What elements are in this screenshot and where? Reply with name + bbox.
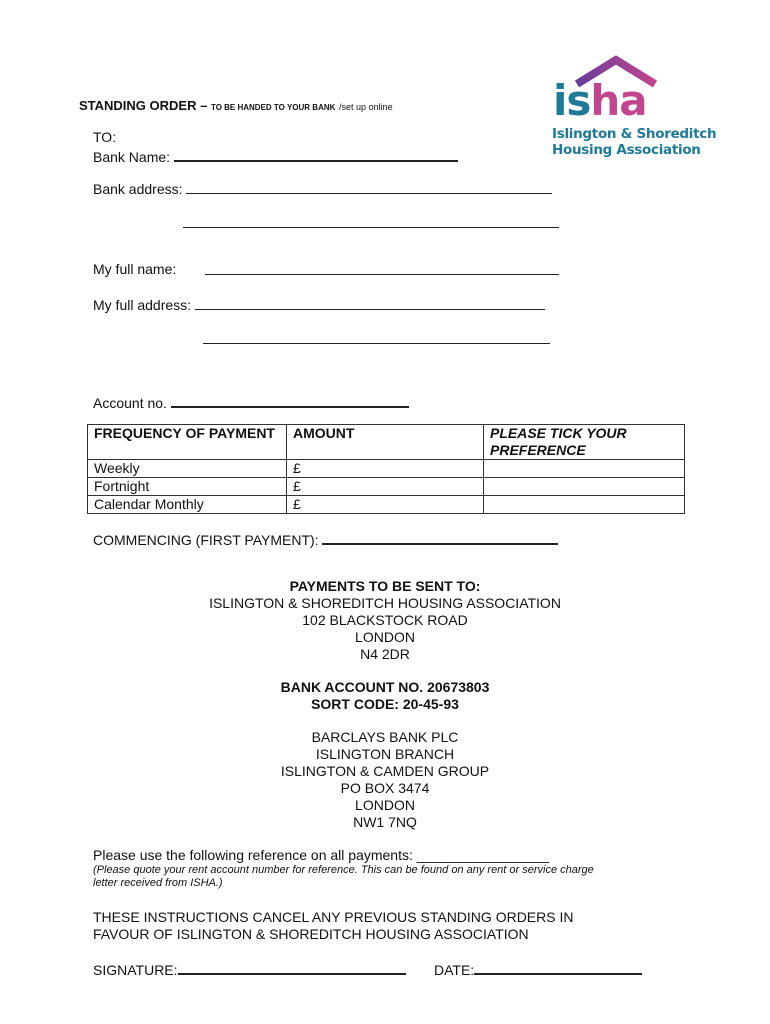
bank-address-field-line2[interactable] bbox=[183, 227, 559, 228]
date-row bbox=[434, 959, 642, 979]
reference-note-line1: (Please quote your rent account number for reference. This can be found on any rent or service charge bbox=[93, 864, 594, 876]
bank-line: PO BOX 3474 bbox=[340, 780, 430, 796]
bank-name-field[interactable] bbox=[174, 146, 458, 162]
payee-line: N4 2DR bbox=[360, 646, 410, 662]
table-row bbox=[88, 496, 685, 514]
account-no-row bbox=[93, 392, 409, 412]
signature-label: SIGNATURE: bbox=[93, 962, 178, 978]
full-name-label: My full name: bbox=[93, 261, 177, 277]
cancel-note-line1: THESE INSTRUCTIONS CANCEL ANY PREVIOUS STANDING ORDERS IN bbox=[93, 909, 574, 925]
bank-address-label: Bank address: bbox=[93, 181, 183, 197]
bank-account-no: BANK ACCOUNT NO. 20673803 bbox=[280, 679, 490, 695]
bank-name-label: Bank Name: bbox=[93, 149, 171, 165]
isha-logo bbox=[552, 54, 732, 164]
date-field[interactable] bbox=[474, 959, 642, 975]
table-row bbox=[88, 460, 685, 478]
commencing-label: COMMENCING (FIRST PAYMENT): bbox=[93, 532, 319, 548]
account-no-field[interactable] bbox=[171, 392, 409, 408]
tick-cell[interactable] bbox=[484, 460, 685, 478]
frequency-table bbox=[87, 424, 685, 514]
logo-org-name: Islington & Shoreditch Housing Association bbox=[552, 126, 717, 158]
amount-cell[interactable]: £ bbox=[287, 478, 484, 496]
header-preference: PLEASE TICK YOUR PREFERENCE bbox=[484, 425, 685, 460]
header-amount: AMOUNT bbox=[287, 425, 484, 460]
bank-line: NW1 7NQ bbox=[353, 814, 417, 830]
bank-line: LONDON bbox=[355, 797, 415, 813]
bank-line: ISLINGTON BRANCH bbox=[315, 746, 455, 762]
frequency-cell: Calendar Monthly bbox=[88, 496, 287, 514]
sort-code: SORT CODE: 20-45-93 bbox=[311, 696, 459, 712]
commencing-field[interactable] bbox=[322, 529, 558, 545]
reference-label: Please use the following reference on all payments: _________________ bbox=[93, 847, 550, 863]
bank-line: ISLINGTON & CAMDEN GROUP bbox=[280, 763, 490, 779]
title-main: STANDING ORDER – bbox=[79, 98, 208, 113]
table-row bbox=[88, 478, 685, 496]
amount-cell[interactable]: £ bbox=[287, 460, 484, 478]
full-name-row bbox=[93, 261, 176, 278]
amount-cell[interactable]: £ bbox=[287, 496, 484, 514]
date-label: DATE: bbox=[434, 962, 475, 978]
reference-note-line2: letter received from ISHA.) bbox=[93, 877, 223, 889]
account-no-label: Account no. bbox=[93, 395, 167, 411]
bank-address-field[interactable] bbox=[186, 179, 552, 194]
payee-line: LONDON bbox=[355, 629, 415, 645]
commencing-row bbox=[93, 529, 558, 549]
bank-name-row bbox=[93, 146, 458, 166]
full-name-field[interactable] bbox=[205, 274, 559, 275]
tick-cell[interactable] bbox=[484, 478, 685, 496]
payee-heading: PAYMENTS TO BE SENT TO: bbox=[289, 578, 481, 594]
full-address-field[interactable] bbox=[195, 295, 545, 310]
logo-wordmark: isha bbox=[553, 76, 647, 125]
frequency-cell: Fortnight bbox=[88, 478, 287, 496]
cancel-note-line2: FAVOUR OF ISLINGTON & SHOREDITCH HOUSING ASSOCIATION bbox=[93, 926, 529, 942]
payee-line: 102 BLACKSTOCK ROAD bbox=[302, 612, 468, 628]
title-subtitle: TO BE HANDED TO YOUR BANK bbox=[210, 103, 336, 112]
signature-row bbox=[93, 959, 406, 979]
to-label: TO: bbox=[93, 129, 117, 145]
bank-address-row bbox=[93, 179, 552, 198]
payee-line: ISLINGTON & SHOREDITCH HOUSING ASSOCIATION bbox=[209, 595, 561, 611]
tick-cell[interactable] bbox=[484, 496, 685, 514]
full-address-field-line2[interactable] bbox=[203, 343, 550, 344]
header-frequency: FREQUENCY OF PAYMENT bbox=[88, 425, 287, 460]
title-online: /set up online bbox=[339, 102, 393, 112]
frequency-cell: Weekly bbox=[88, 460, 287, 478]
table-header-row bbox=[88, 425, 685, 460]
page-title bbox=[79, 98, 393, 113]
full-address-row bbox=[93, 295, 545, 314]
full-address-label: My full address: bbox=[93, 297, 192, 313]
signature-field[interactable] bbox=[178, 959, 406, 975]
bank-line: BARCLAYS BANK PLC bbox=[311, 729, 459, 745]
